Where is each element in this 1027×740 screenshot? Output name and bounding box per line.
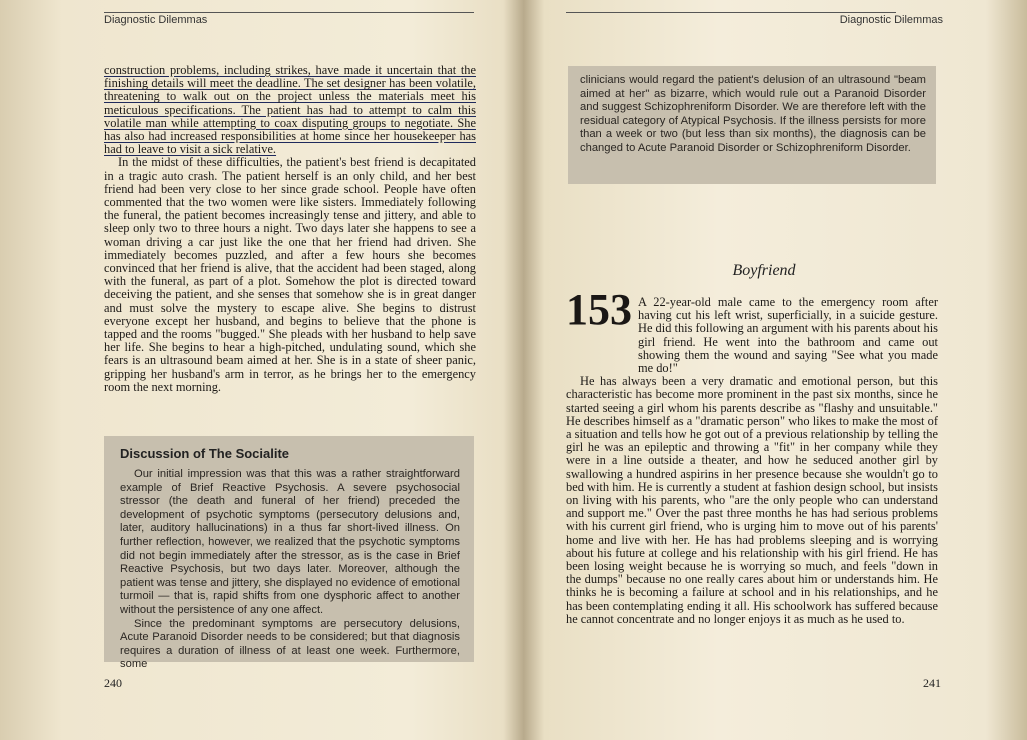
header-rule xyxy=(566,12,896,13)
case-body-text xyxy=(104,64,476,394)
body-paragraph: construction problems, including strikes, have made it uncertain that the finishing details will meet the deadline. The set designer has been volatile, threatening to walk out on the project unless the materials meet his meticulous specifications. The patient has had to attempt to calm this volatile man while attempting to coax disputing groups to negotiate. She has also had increased responsibilities at home since her housekeeper has had to leave to visit a sick relative. xyxy=(104,63,476,157)
case-body-text xyxy=(566,296,938,626)
case-number: 153 xyxy=(566,285,632,334)
case-title: Boyfriend xyxy=(732,262,796,279)
discussion-box xyxy=(104,436,474,671)
running-head: Diagnostic Dilemmas xyxy=(839,14,943,26)
discussion-body xyxy=(120,468,460,672)
discussion-continued-body xyxy=(580,74,926,156)
page-number: 241 xyxy=(923,676,941,690)
body-paragraph: A 22-year-old male came to the emergency room after having cut his left wrist, superficially, in a suicide gesture. He did this following an argument with his parents about his girl friend. He went into the bathroom and came out showing them the wound and saying "See what you made me do!" xyxy=(638,295,938,376)
body-paragraph: He has always been a very dramatic and emotional person, but this characteristic has become more prominent in the past six months, since he started seeing a girl whom his parents describe as "flashy and unsuitable." He describes himself as a "dramatic person" who likes to make the most of a situation and tells how he got out of a previous relationship by telling the girl he was an epileptic and throwing a "fit" in her company while they were in a line outside a theater, and how he seduced another girl by swallowing a hundred aspirins in her presence because she wouldn't go to bed with him. He is currently a student at fashion design school, but insists on living with his parents, who "are the only people who can understand and support me." Over the past three months he has had serious problems with his current girl friend, who is urging him to move out of his parents' home and live with her. He has had problems sleeping and is worrying about his future at college and his relationship with his girl friend. He has been losing weight because he is worrying so much, and feels "down in the dumps" because no one really cares about him or understands him. He thinks he is becoming a failure at school and in his relationships, and he has been contemplating ending it all. His schoolwork has suffered because he cannot concentrate and no longer enjoys it as much as he used to. xyxy=(566,374,938,626)
discussion-continued-box xyxy=(568,66,936,184)
discussion-paragraph: Our initial impression was that this was a rather straightforward example of Brief Reactive Psychosis. A severe psychosocial stressor (the death and funeral of her friend) preceded the development of psychotic symptoms (persecutory delusions and, later, auditory hallucinations) in a thus far short-lived illness. On further reflection, however, we realized that the psychotic symptoms did not begin immediately after the stressor, as is the case in Brief Reactive Psychosis, but two days later. Moreover, although the patient was tense and jittery, she displayed no evidence of emotional turmoil — that is, rapid shifts from one dysphoric affect to another without the persistence of any one affect. xyxy=(120,468,460,616)
body-paragraph: In the midst of these difficulties, the patient's best friend is decapitated in a tragic auto crash. The patient herself is an only child, and her best friend had been very close to her since grade school. People have often commented that the two women were like sisters. Immediately following the funeral, the patient becomes increasingly tense and jittery, and able to sleep only two to three hours a night. Two days later she happens to see a woman driving a car just like the one that her friend had driven. She immediately becomes puzzled, and after a few hours she becomes convinced that her friend is alive, that the accident had been staged, along with the funeral, as part of a plot. Somehow the plot is directed toward deceiving the patient, and she senses that somehow she is in great danger and must solve the mystery to escape alive. She begins to distrust everyone except her husband, and begins to believe that the phone is tapped and the rooms "bugged." She pleads with her husband to help save her life. She begins to hear a high-pitched, undulating sound, which she fears is an ultrasound beam aimed at her. She is in a state of sheer panic, gripping her husband's arm in terror, as he brings her to the emergency room the next morning. xyxy=(104,155,476,394)
header-rule xyxy=(104,12,474,13)
discussion-title: Discussion of The Socialite xyxy=(120,446,290,461)
discussion-paragraph: Since the predominant symptoms are persecutory delusions, Acute Paranoid Disorder needs to be considered; but that diagnosis requires a duration of illness of at least one week. Furthermore, some xyxy=(120,617,460,671)
page-number: 240 xyxy=(104,676,122,690)
right-page xyxy=(514,0,1027,740)
discussion-paragraph: clinicians would regard the patient's delusion of an ultrasound "beam aimed at her" as bizarre, which would rule out a Paranoid Disorder and suggest Schizophreniform Disorder. We are therefore left with the residual category of Atypical Psychosis. If the illness persists for more than a week or two (but less than six months), the diagnosis can be changed to Acute Paranoid Disorder or Schizophreniform Disorder. xyxy=(580,74,926,154)
running-head: Diagnostic Dilemmas xyxy=(104,14,208,26)
